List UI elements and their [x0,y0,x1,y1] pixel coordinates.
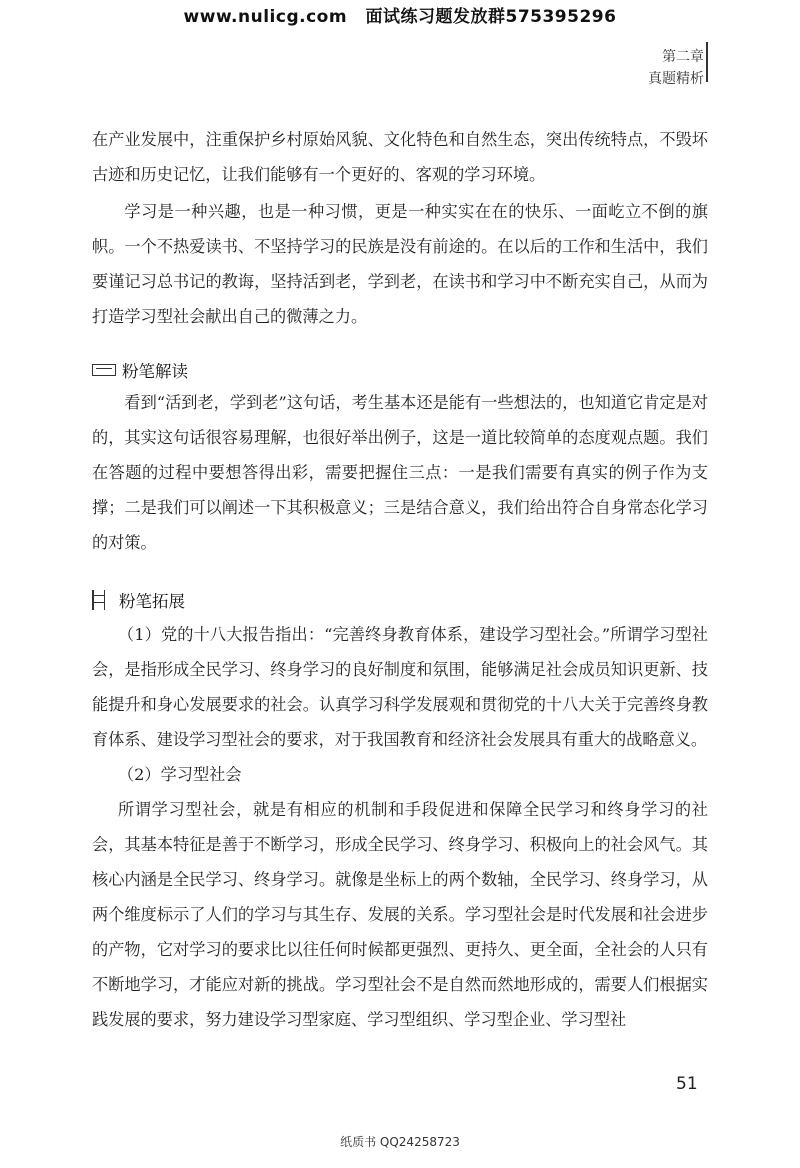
extend-text [92,617,708,1037]
page-number: 51 [676,1074,698,1094]
chapter-header [648,46,704,90]
chapter-subtitle: 真题精析 [648,71,704,87]
banner-group: 面试练习题发放群575395296 [365,7,617,27]
chapter-divider [706,42,708,82]
chapter-label: 第二章 [662,49,704,65]
intro-paragraph-1: 在产业发展中，注重保护乡村原始风貌、文化特色和自然生态，突出传统特点，不毁坏古迹和历史记忆，让我们能够有一个更好的、客观的学习环境。 [92,130,708,184]
interpret-text [92,385,708,560]
section-extend-heading [92,588,185,612]
interpret-paragraph: 看到“活到老，学到老”这句话，考生基本还是能有一些想法的，也知道它肯定是对的，其实这句话很容易理解，也很好举出例子，这是一道比较简单的态度观点题。我们在答题的过程中要想答得出彩，需要把握住三点：一是我们需要有真实的例子作为支撑；二是我们可以阐述一下其积极意义；三是结合意义，我们给出符合自身常态化学习的对策。 [92,393,708,552]
extend-item-2-title: （2）学习型社会 [117,765,242,784]
banner-url: www.nulicg.com [183,7,348,27]
section-marker-icon [92,364,116,376]
section-interpret-heading [92,358,188,382]
extend-item-1: （1）党的十八大报告指出：“完善终身教育体系，建设学习型社会。”所谓学习型社会，是指形成全民学习、终身学习的良好制度和氛围，能够满足社会成员知识更新、技能提升和身心发展要求的社会。认真学习科学发展观和贯彻党的十八大关于完善终身教育体系、建设学习型社会的要求，对于我国教育和经济社会发展具有重大的战略意义。 [92,625,708,749]
top-banner [0,2,800,27]
section-interpret-title: 粉笔解读 [122,362,188,381]
intro-paragraph-2: 学习是一种兴趣，也是一种习惯，更是一种实实在在的快乐、一面屹立不倒的旗帜。一个不热爱读书、不坚持学习的民族是没有前途的。在以后的工作和生活中，我们要谨记习总书记的教诲，坚持活到老，学到老，在读书和学习中不断充实自己，从而为打造学习型社会献出自己的微薄之力。 [92,202,708,326]
section-marker-icon [92,590,105,610]
section-extend-title: 粉笔拓展 [119,592,185,611]
footer-note: 纸质书 QQ24258723 [340,1135,460,1149]
extend-item-2-body: 所谓学习型社会，就是有相应的机制和手段促进和保障全民学习和终身学习的社会，其基本特征是善于不断学习，形成全民学习、终身学习、积极向上的社会风气。其核心内涵是全民学习、终身学习。就像是坐标上的两个数轴，全民学习、终身学习，从两个维度标示了人们的学习与其生存、发展的关系。学习型社会是时代发展和社会进步的产物，它对学习的要求比以往任何时候都更强烈、更持久、更全面，全社会的人只有不断地学习，才能应对新的挑战。学习型社会不是自然而然地形成的，需要人们根据实践发展的要求，努力建设学习型家庭、学习型组织、学习型企业、学习型社 [92,800,708,1029]
intro-text [92,122,708,334]
